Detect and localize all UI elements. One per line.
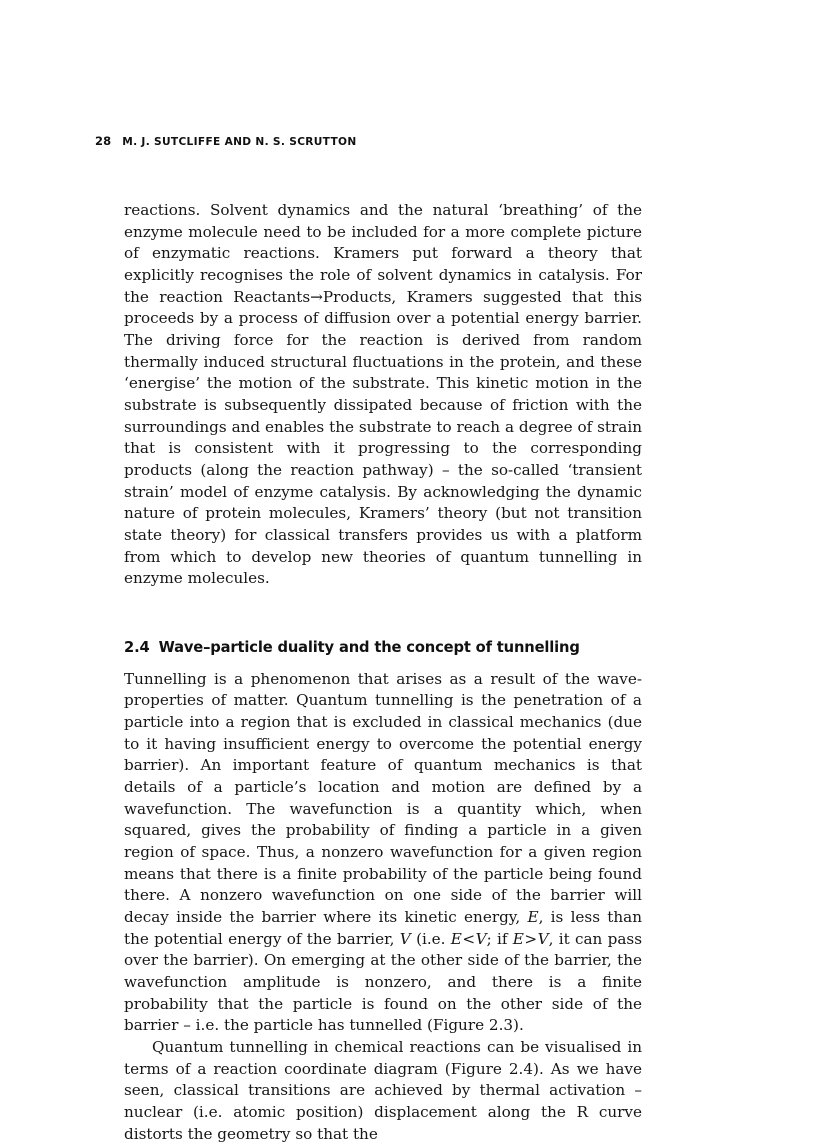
text-run: ; if (486, 929, 513, 948)
page-number: 28 (95, 134, 112, 148)
greater-than-operator: > (524, 929, 538, 948)
text-column (124, 200, 642, 1145)
symbol-potential-V: V (475, 929, 487, 948)
section-number: 2.4 (124, 638, 150, 656)
symbol-energy-E: E (527, 908, 539, 927)
text-run: (i.e. (410, 929, 451, 948)
heading-space-below (124, 656, 642, 669)
text-run: , is less than the potential energy of the barrier, (124, 908, 642, 948)
paragraph-continuation: reactions. Solvent dynamics and the natural ‘breathing’ of the enzyme molecule need to be included for a more complete picture of enzymatic reactions. Kramers put forward a theory that explicitly recognises the role of solvent dynamics in catalysis. For the reaction Reactants→Products, Kramers suggested that this proceeds by a process of diffusion over a potential energy barrier. The driving force for the reaction is derived from random thermally induced structural fluctuations in the protein, and these ‘energise’ the motion of the substrate. This kinetic motion in the substrate is subsequently dissipated because of friction with the surroundings and enables the substrate to reach a degree of strain that is consistent with it progressing to the corresponding products (along the reaction pathway) – the so-called ‘transient strain’ model of enzyme catalysis. By acknowledging the dynamic nature of protein molecules, Kramers’ theory (but not transition state theory) for classical transfers provides us with a platform from which to develop new theories of quantum tunnelling in enzyme molecules. (124, 201, 642, 588)
running-head (95, 134, 357, 148)
symbol-potential-V: V (399, 929, 411, 948)
heading-space-above (124, 590, 642, 639)
text-run: Tunnelling is a phenomenon that arises as a result of the wave-properties of matter. Quantum tunnelling is the penetration of a particle into a region that is excluded in classical mechanics (due to it having insufficient energy to overcome the potential energy barrier). An important feature of quantum mechanics is that details of a particle’s location and motion are defined by a wavefunction. The wavefunction is a quantity which, when squared, gives the probability of finding a particle in a given region of space. Thus, a nonzero wavefunction for a given region means that there is a finite probability of the particle being found there. A nonzero wavefunction on one side of the barrier will decay inside the barrier where its kinetic energy, (124, 669, 642, 927)
symbol-energy-E: E (450, 929, 462, 948)
section-title: Wave–particle duality and the concept of tunnelling (158, 638, 580, 656)
symbol-potential-V: V (537, 929, 549, 948)
text-run: , it can pass over the barrier). On emerging at the other side of the barrier, the wavefunction amplitude is nonzero, and there is a finite probability that the particle is found on the other side of the barrier – i.e. the particle has tunnelled (Figure 2.3). (124, 929, 642, 1035)
less-than-operator: < (462, 929, 476, 948)
running-head-title: M. J. SUTCLIFFE AND N. S. SCRUTTON (122, 136, 357, 148)
paragraph-reaction-coordinate: Quantum tunnelling in chemical reactions can be visualised in terms of a reaction coordinate diagram (Figure 2.4). As we have seen, classical transitions are achieved by thermal activation – nuclear (i.e. atomic position) displacement along the R curve distorts the geometry so that the (124, 1037, 642, 1143)
paragraph-tunnelling (124, 669, 642, 1037)
section-heading (124, 639, 642, 656)
symbol-energy-E: E (512, 929, 524, 948)
